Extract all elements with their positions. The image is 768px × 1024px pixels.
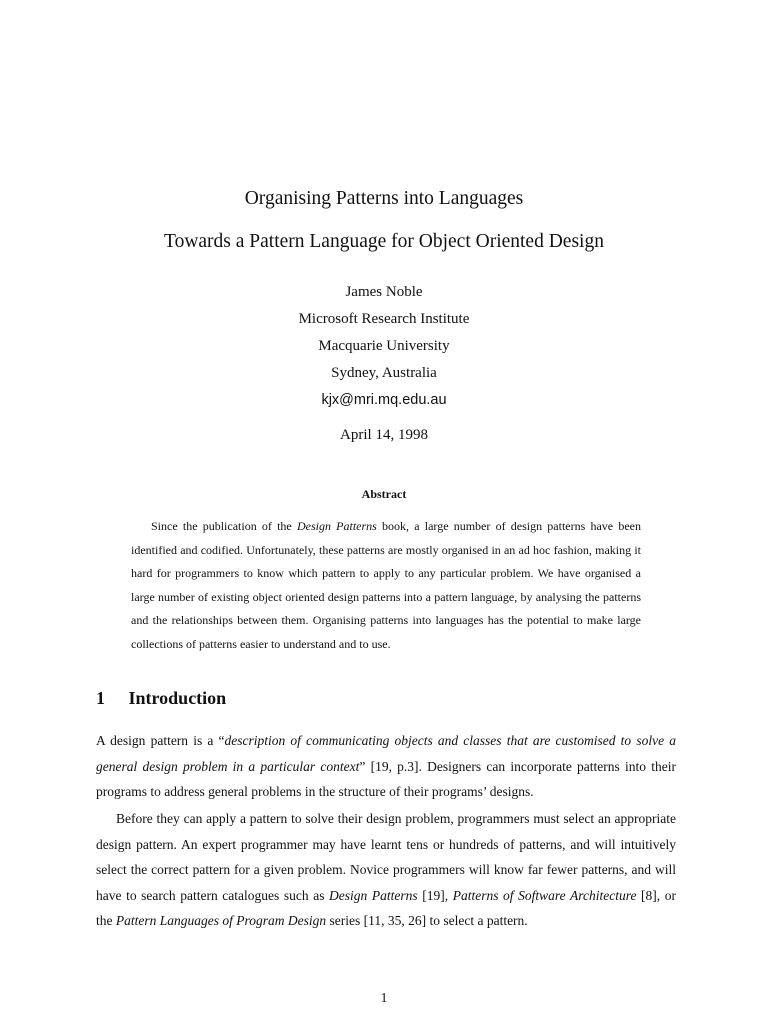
author-location: Sydney, Australia: [331, 365, 437, 381]
abstract-heading: Abstract: [361, 487, 407, 501]
section-number: 1: [96, 688, 105, 708]
paragraph-text: A design pattern is a “: [96, 733, 225, 748]
paragraph-text: [8], or the: [96, 887, 676, 928]
author-affiliation-institute: Microsoft Research Institute: [298, 311, 470, 327]
paragraph-text: series [11, 35, 26] to select a pattern.: [326, 913, 528, 928]
paragraph-quote: description of communicating objects and classes that are customised to solve a general design problem in a particular context: [96, 733, 676, 774]
paper-date: April 14, 1998: [340, 427, 428, 443]
paragraph-text: ” [19, p.3]. Designers can incorporate patterns into their programs to address general problems in the structure of their programs’ designs.: [96, 758, 676, 799]
paper-title: Organising Patterns into Languages: [244, 188, 524, 209]
paragraph-text: [19],: [417, 887, 453, 903]
paper-subtitle: Towards a Pattern Language for Object Oriented Design: [164, 231, 604, 252]
paragraph-text: Before they can apply a pattern to solve their design problem, programmers must select an appropriate design pattern. An expert programmer may have learnt tens or hundreds of patterns, and will intuitively select the correct pattern for a given problem. Novice programmers will know far fewer patterns, and will have to search pattern catalogues such as: [96, 811, 676, 903]
abstract-body: [131, 515, 641, 656]
page-number: 1: [380, 990, 388, 1005]
paragraph-italic-title: Patterns of Software Architecture: [452, 887, 637, 903]
author-email: kjx@mri.mq.edu.au: [321, 392, 447, 408]
paragraph-italic-title: Pattern Languages of Program Design: [115, 913, 327, 928]
author-name: James Noble: [345, 284, 423, 300]
abstract-text: book, a large number of design patterns have been identified and codified. Unfortunately, these patterns are mostly organised in an ad hoc fashion, making it hard for programmers to know which pattern to apply to any particular problem. We have organised a large number of existing object oriented design patterns into a pattern language, by analysing the patterns and the relationships between them. Organising patterns into languages has the potential to make large collections of patterns easier to understand and to use.: [131, 519, 641, 651]
author-affiliation-university: Macquarie University: [318, 338, 450, 354]
abstract-italic-book-title: Design Patterns: [296, 519, 377, 533]
paragraph-italic-title: Design Patterns: [329, 887, 418, 903]
body-paragraph-2: [96, 806, 676, 934]
section-heading: [96, 686, 226, 710]
abstract-text: Since the publication of the: [151, 519, 297, 533]
section-title: Introduction: [128, 688, 227, 708]
body-paragraph-1: [96, 728, 676, 805]
